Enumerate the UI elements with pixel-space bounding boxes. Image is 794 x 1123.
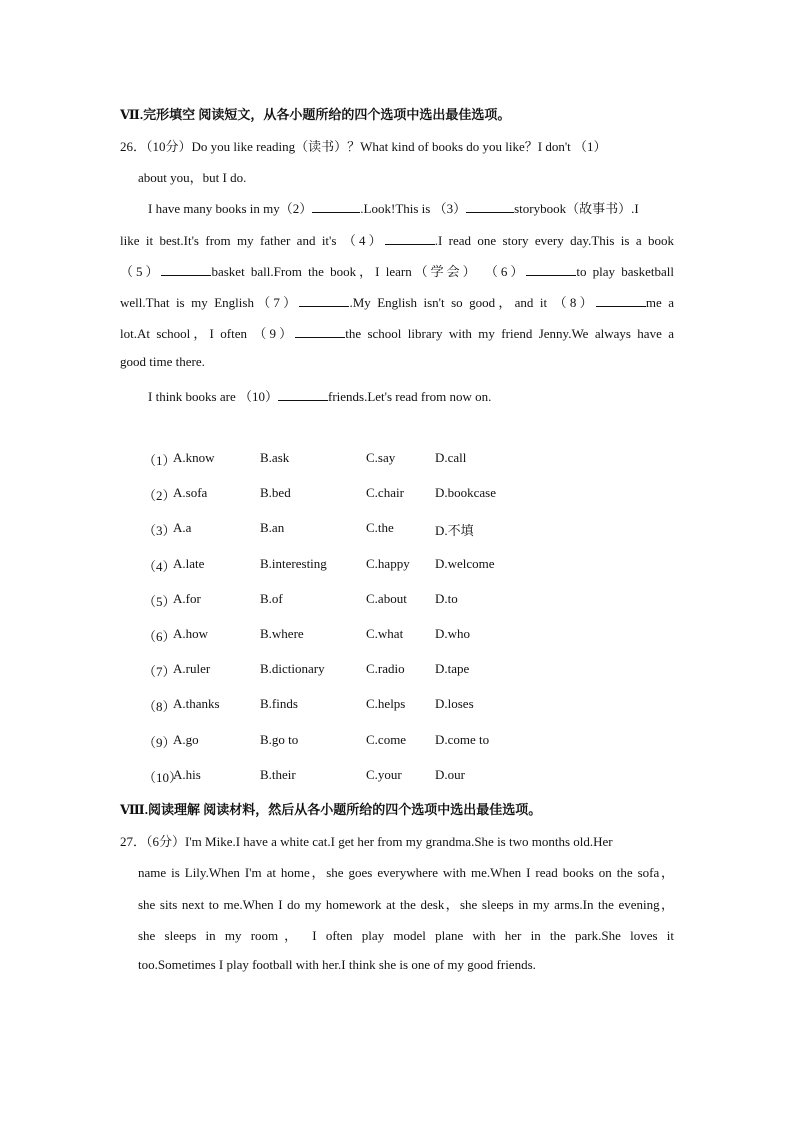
passage-text: storybook（故事书）.I: [514, 201, 639, 216]
option-c[interactable]: C.come: [366, 731, 407, 747]
answer-blank-3[interactable]: [466, 201, 514, 213]
option-d[interactable]: D.welcome: [435, 555, 495, 571]
option-d[interactable]: D.不填: [435, 523, 474, 539]
option-a[interactable]: A.late: [173, 555, 205, 571]
passage-line-4: [120, 292, 674, 311]
option-c[interactable]: C.about: [366, 590, 407, 606]
option-d[interactable]: D.our: [435, 766, 465, 782]
passage-text: friends.Let's read from now on.: [327, 389, 492, 404]
answer-blank-9[interactable]: [295, 326, 345, 338]
passage-text: .I read one story every day.This is a book: [434, 233, 674, 248]
option-number: （4）: [143, 558, 176, 574]
passage-text: .Look!This is （3）: [360, 201, 467, 216]
option-a[interactable]: A.sofa: [173, 485, 208, 501]
option-a[interactable]: A.his: [173, 766, 201, 782]
option-a[interactable]: A.know: [173, 450, 215, 465]
option-b[interactable]: B.bed: [260, 485, 291, 501]
passage-text: well.That is my English（7）: [120, 295, 300, 310]
option-b[interactable]: B.of: [260, 590, 283, 606]
question-26-intro: 26．（10分）Do you like reading（读书）？What kind of books do you like？I don't （1）: [120, 139, 607, 154]
question-27-line-3: she sits next to me.When I do my homework at the desk，she sleeps in my arms.In the evening，: [138, 897, 674, 912]
question-26-intro-cont: about you，but I do.: [138, 170, 247, 185]
question-27-line-1: 27．（6分）I'm Mike.I have a white cat.I get her from my grandma.She is two months old.Her: [120, 834, 613, 849]
option-c[interactable]: C.helps: [366, 696, 406, 712]
option-number: （2）: [143, 488, 176, 504]
option-b[interactable]: B.dictionary: [260, 661, 325, 677]
option-b[interactable]: B.finds: [260, 696, 298, 712]
option-c[interactable]: C.the: [366, 520, 394, 536]
option-c[interactable]: C.say: [366, 450, 396, 465]
passage-text: I think books are （10）: [148, 389, 278, 404]
option-b[interactable]: B.go to: [260, 731, 299, 747]
option-a[interactable]: A.ruler: [173, 661, 211, 677]
passage-text: like it best.It's from my father and it's （4）: [120, 233, 385, 248]
answer-blank-4[interactable]: [385, 233, 435, 245]
option-d[interactable]: D.tape: [435, 661, 470, 677]
option-d[interactable]: D.come to: [435, 731, 490, 747]
option-number: （7）: [143, 664, 176, 680]
option-a[interactable]: A.go: [173, 731, 199, 747]
option-c[interactable]: C.happy: [366, 555, 410, 571]
option-number: （9）: [143, 734, 176, 750]
option-number: （1）: [143, 453, 176, 468]
option-b[interactable]: B.ask: [260, 450, 290, 465]
section-7-heading: Ⅶ.完形填空 阅读短文，从各小题所给的四个选项中选出最佳选项。: [120, 107, 511, 122]
passage-line-7: [148, 386, 491, 405]
passage-line-2: [120, 230, 674, 249]
option-c[interactable]: C.radio: [366, 661, 405, 677]
answer-blank-10[interactable]: [278, 389, 328, 401]
option-number: （10）: [143, 769, 183, 785]
option-b[interactable]: B.their: [260, 766, 296, 782]
option-a[interactable]: A.a: [173, 520, 192, 536]
option-a[interactable]: A.how: [173, 626, 209, 641]
passage-line-3: [120, 261, 674, 280]
answer-blank-2[interactable]: [312, 201, 360, 213]
option-d[interactable]: D.who: [435, 626, 471, 641]
answer-blank-6[interactable]: [526, 264, 576, 276]
passage-text: the school library with my friend Jenny.We always have a: [345, 326, 674, 341]
option-a[interactable]: A.for: [173, 590, 201, 606]
option-d[interactable]: D.call: [435, 450, 467, 465]
passage-text: （5）: [120, 264, 162, 279]
option-d[interactable]: D.loses: [435, 696, 474, 712]
option-c[interactable]: C.what: [366, 626, 404, 641]
passage-text: lot.At school，I often （9）: [120, 326, 296, 341]
option-number: （8）: [143, 699, 176, 715]
option-a[interactable]: A.thanks: [173, 696, 220, 712]
question-27-line-5: too.Sometimes I play football with her.I think she is one of my good friends.: [138, 957, 536, 972]
question-27-line-2: name is Lily.When I'm at home，she goes everywhere with me.When I read books on the sofa，: [138, 865, 674, 880]
option-d[interactable]: D.to: [435, 590, 458, 606]
option-b[interactable]: B.where: [260, 626, 304, 641]
option-number: （6）: [143, 629, 176, 644]
option-b[interactable]: B.interesting: [260, 555, 327, 571]
passage-text: basket ball.From the book，I learn（学会） （6）: [211, 264, 527, 279]
passage-line-6: good time there.: [120, 354, 205, 369]
passage-line-1: [148, 198, 639, 217]
question-27-line-4: she sleeps in my room， I often play model plane with her in the park.She loves it: [138, 928, 674, 943]
answer-blank-7[interactable]: [299, 295, 349, 307]
passage-line-5: [120, 323, 674, 342]
option-number: （3）: [143, 523, 176, 539]
option-b[interactable]: B.an: [260, 520, 285, 536]
option-c[interactable]: C.your: [366, 766, 402, 782]
passage-text: I have many books in my（2）: [148, 201, 313, 216]
answer-blank-5[interactable]: [161, 264, 211, 276]
option-d[interactable]: D.bookcase: [435, 485, 497, 501]
passage-text: to play basketball: [576, 264, 674, 279]
answer-blank-8[interactable]: [596, 295, 646, 307]
option-c[interactable]: C.chair: [366, 485, 404, 501]
option-number: （5）: [143, 593, 176, 609]
section-8-heading: Ⅷ.阅读理解 阅读材料，然后从各小题所给的四个选项中选出最佳选项。: [120, 802, 542, 817]
passage-text: .My English isn't so good，and it （8）: [349, 295, 596, 310]
passage-text: me a: [645, 295, 674, 310]
